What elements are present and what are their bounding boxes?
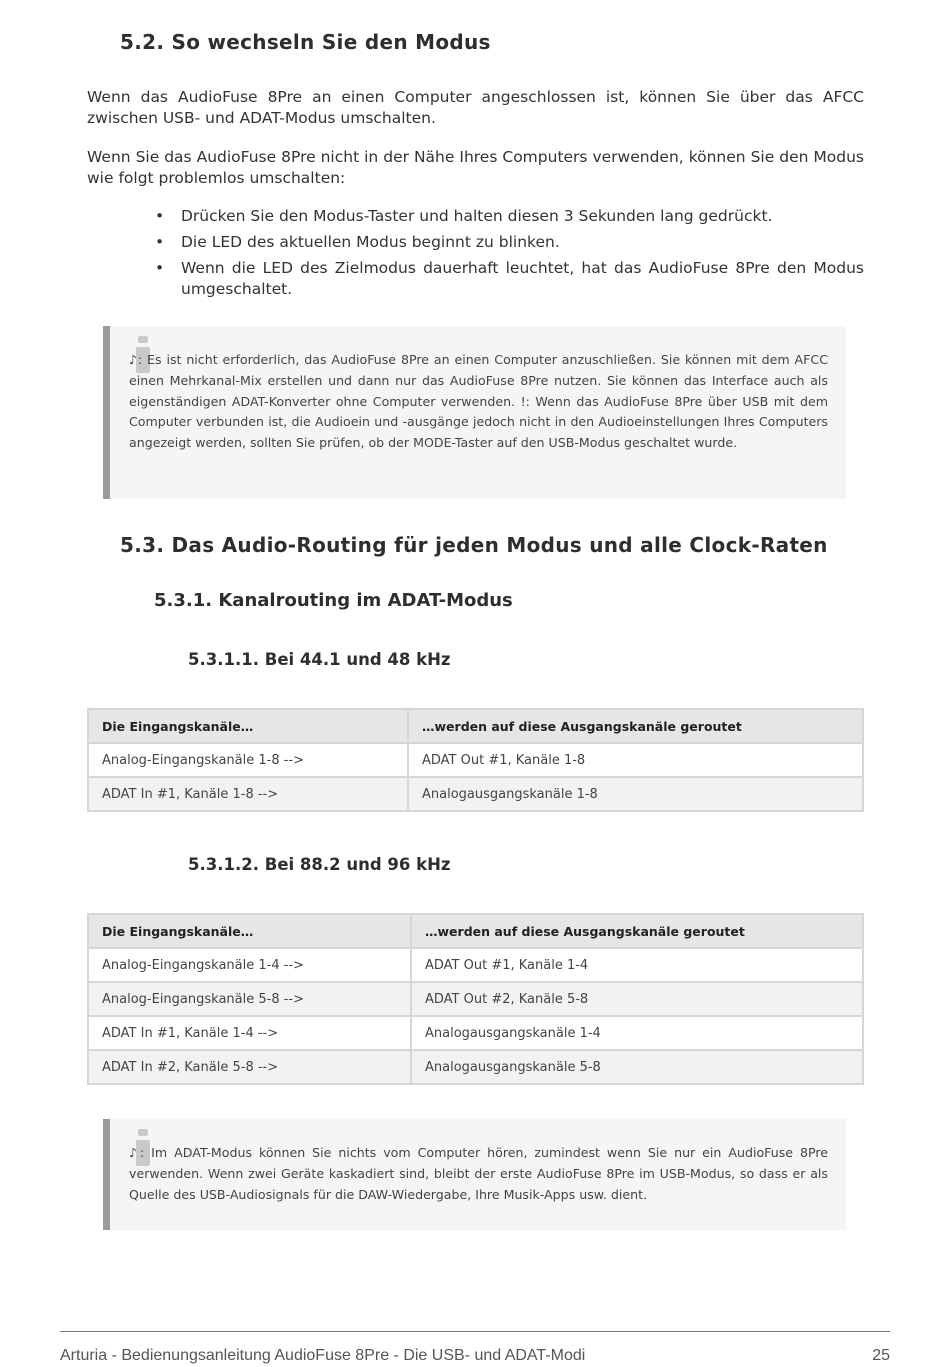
list-item bbox=[87, 258, 864, 300]
bullet-icon: • bbox=[155, 233, 165, 251]
bullet-list-steps bbox=[87, 206, 864, 305]
table-cell: Analogausgangskanäle 1-8 bbox=[408, 777, 863, 811]
section-heading-5-3: 5.3. Das Audio-Routing für jeden Modus und alle Clock-Raten bbox=[120, 533, 828, 557]
table-cell: ADAT Out #2, Kanäle 5-8 bbox=[411, 982, 863, 1016]
page-number: 25 bbox=[872, 1347, 890, 1364]
table-cell: Analog-Eingangskanäle 5-8 --> bbox=[88, 982, 411, 1016]
paragraph-mode-switch-intro: Wenn das AudioFuse 8Pre an einen Computer angeschlossen ist, können Sie über das AFCC zwischen USB- und ADAT-Modus umschalten. bbox=[87, 88, 864, 127]
footer-title: Arturia - Bedienungsanleitung AudioFuse 8Pre - Die USB- und ADAT-Modi bbox=[60, 1347, 586, 1364]
table-cell: ADAT In #1, Kanäle 1-8 --> bbox=[88, 777, 408, 811]
table-header-row bbox=[88, 914, 863, 948]
table-row bbox=[88, 1016, 863, 1050]
list-item-text: Wenn die LED des Zielmodus dauerhaft leuchtet, hat das AudioFuse 8Pre den Modus umgeschaltet. bbox=[181, 259, 864, 298]
section-heading-5-2: 5.2. So wechseln Sie den Modus bbox=[120, 30, 491, 54]
table-cell: ADAT Out #1, Kanäle 1-4 bbox=[411, 948, 863, 982]
subsection-heading-5-3-1: 5.3.1. Kanalrouting im ADAT-Modus bbox=[154, 590, 513, 611]
table-header-cell: Die Eingangskanäle… bbox=[88, 709, 408, 743]
table-cell: Analog-Eingangskanäle 1-8 --> bbox=[88, 743, 408, 777]
bullet-icon: • bbox=[155, 259, 165, 277]
table-cell: ADAT In #1, Kanäle 1-4 --> bbox=[88, 1016, 411, 1050]
info-note-text: ♪: Im ADAT-Modus können Sie nichts vom Computer hören, zumindest wenn Sie nur ein AudioFuse 8Pre verwenden. Wenn zwei Geräte kaskadiert sind, bleibt der erste AudioFuse 8Pre im USB-Modus, so dass er als Quelle des USB-Audiosignals für die DAW-Wiedergabe, Ihre Musik-Apps usw. dient. bbox=[129, 1145, 828, 1202]
bullet-icon: • bbox=[155, 207, 165, 225]
info-note-box bbox=[103, 1119, 846, 1230]
table-header-row bbox=[88, 709, 863, 743]
table-cell: Analogausgangskanäle 5-8 bbox=[411, 1050, 863, 1084]
table-row bbox=[88, 743, 863, 777]
table-row bbox=[88, 948, 863, 982]
table-header-cell: …werden auf diese Ausgangskanäle geroutet bbox=[411, 914, 863, 948]
table-header-cell: Die Eingangskanäle… bbox=[88, 914, 411, 948]
table-cell: ADAT Out #1, Kanäle 1-8 bbox=[408, 743, 863, 777]
list-item-text: Drücken Sie den Modus-Taster und halten diesen 3 Sekunden lang gedrückt. bbox=[181, 207, 773, 225]
routing-table-88-96khz bbox=[87, 913, 864, 1085]
list-item bbox=[87, 206, 864, 227]
table-cell: ADAT In #2, Kanäle 5-8 --> bbox=[88, 1050, 411, 1084]
table-cell: Analogausgangskanäle 1-4 bbox=[411, 1016, 863, 1050]
list-item bbox=[87, 232, 864, 253]
paragraph-mode-switch-manual: Wenn Sie das AudioFuse 8Pre nicht in der Nähe Ihres Computers verwenden, können Sie den Modus wie folgt problemlos umschalten: bbox=[87, 148, 864, 187]
table-cell: Analog-Eingangskanäle 1-4 --> bbox=[88, 948, 411, 982]
info-note-box bbox=[103, 326, 846, 499]
footer-divider bbox=[60, 1331, 890, 1332]
info-note-text: ♪: Es ist nicht erforderlich, das AudioFuse 8Pre an einen Computer anzuschließen. Sie können mit dem AFCC einen Mehrkanal-Mix erstellen und dann nur das AudioFuse 8Pre nutzen. Sie können das Interface auch als eigenständigen ADAT-Konverter ohne Computer verwenden. !: Wenn das AudioFuse 8Pre über USB mit dem Computer verbunden ist, die Audioein und -ausgänge jedoch nicht in den Audioeinstellungen Ihres Computers angezeigt werden, sollten Sie prüfen, ob der MODE-Taster auf den USB-Modus geschaltet wurde. bbox=[129, 352, 828, 451]
table-row bbox=[88, 777, 863, 811]
subsubsection-heading-5-3-1-2: 5.3.1.2. Bei 88.2 und 96 kHz bbox=[188, 855, 451, 874]
subsubsection-heading-5-3-1-1: 5.3.1.1. Bei 44.1 und 48 kHz bbox=[188, 650, 451, 669]
table-row bbox=[88, 1050, 863, 1084]
table-row bbox=[88, 982, 863, 1016]
routing-table-44-48khz bbox=[87, 708, 864, 812]
list-item-text: Die LED des aktuellen Modus beginnt zu blinken. bbox=[181, 233, 560, 251]
table-header-cell: …werden auf diese Ausgangskanäle geroutet bbox=[408, 709, 863, 743]
